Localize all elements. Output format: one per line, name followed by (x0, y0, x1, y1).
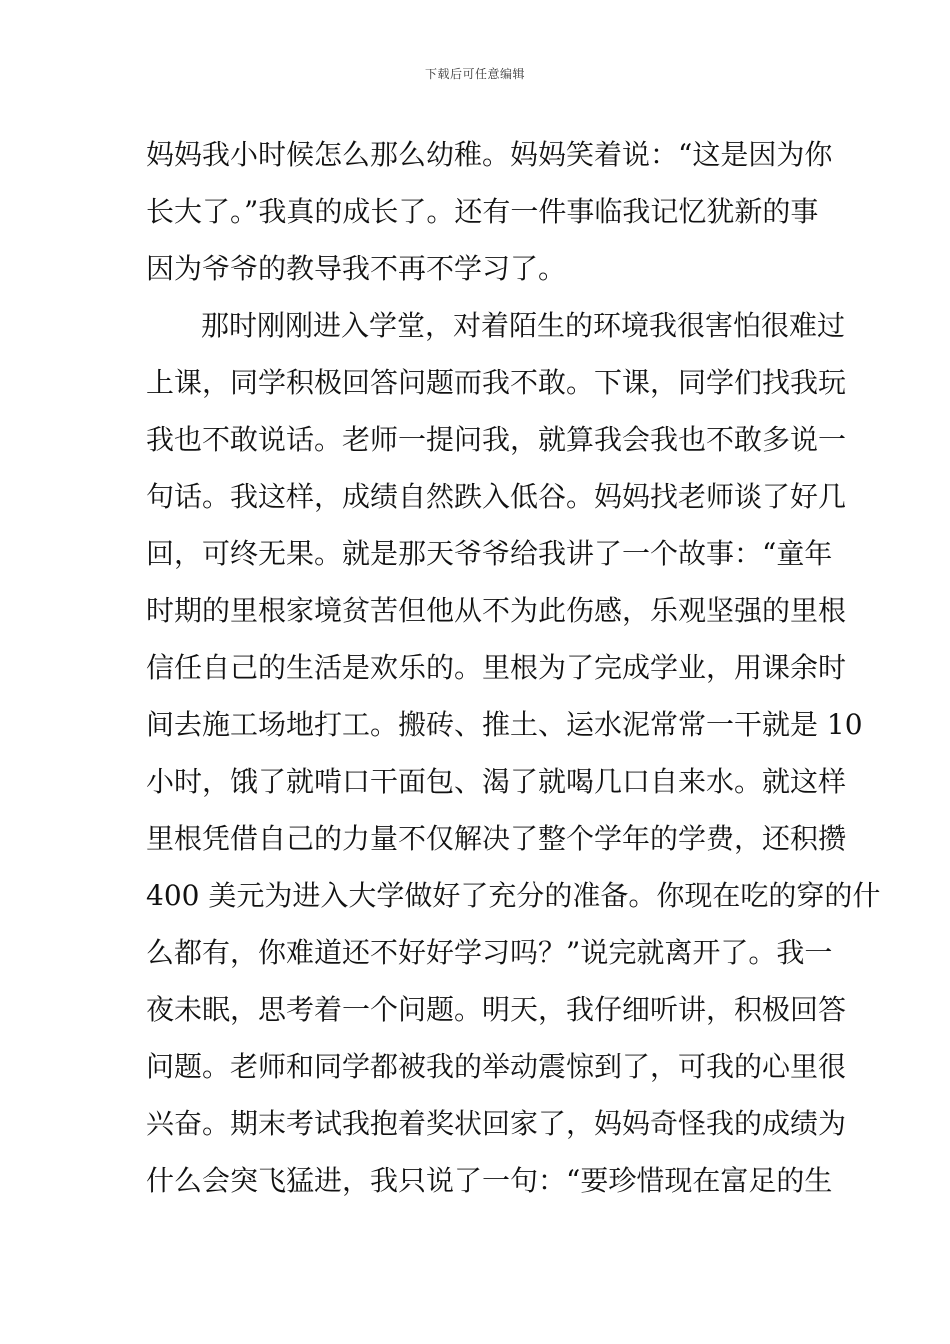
text-line: 里根凭借自己的力量不仅解决了整个学年的学费，还积攒 (146, 822, 847, 855)
text-line: 间去施工场地打工。搬砖、推土、运水泥常常一干就是 10 (146, 708, 863, 741)
text-line: 时期的里根家境贫苦但他从不为此伤感，乐观坚强的里根 (146, 594, 847, 627)
text-line: 上课，同学积极回答问题而我不敢。下课，同学们找我玩 (146, 366, 847, 399)
body-text (146, 126, 881, 1209)
text-line: 句话。我这样，成绩自然跌入低谷。妈妈找老师谈了好几 (146, 480, 847, 513)
text-line: 因为爷爷的教导我不再不学习了。 (146, 252, 567, 285)
text-line: 回，可终无果。就是那天爷爷给我讲了一个故事：“童年 (146, 537, 833, 570)
text-line: 问题。老师和同学都被我的举动震惊到了，可我的心里很 (146, 1050, 847, 1083)
text-line: 妈妈我小时候怎么那么幼稚。妈妈笑着说：“这是因为你 (146, 138, 833, 171)
text-line: 夜未眠，思考着一个问题。明天，我仔细听讲，积极回答 (146, 993, 847, 1026)
text-line: 么都有，你难道还不好好学习吗？”说完就离开了。我一 (146, 936, 833, 969)
text-line: 长大了。”我真的成长了。还有一件事临我记忆犹新的事 (146, 195, 819, 228)
text-line: 400 美元为进入大学做好了充分的准备。你现在吃的穿的什 (146, 879, 881, 912)
text-line: 兴奋。期末考试我抱着奖状回家了，妈妈奇怪我的成绩为 (146, 1107, 847, 1140)
text-line: 小时，饿了就啃口干面包、渴了就喝几口自来水。就这样 (146, 765, 847, 798)
page-header-note: 下载后可任意编辑 (424, 67, 525, 81)
text-line: 什么会突飞猛进，我只说了一句：“要珍惜现在富足的生 (146, 1164, 833, 1197)
text-line: 信任自己的生活是欢乐的。里根为了完成学业，用课余时 (146, 651, 847, 684)
text-line: 我也不敢说话。老师一提问我，就算我会我也不敢多说一 (146, 423, 847, 456)
paragraph-first-line: 那时刚刚进入学堂，对着陌生的环境我很害怕很难过 (201, 309, 846, 342)
